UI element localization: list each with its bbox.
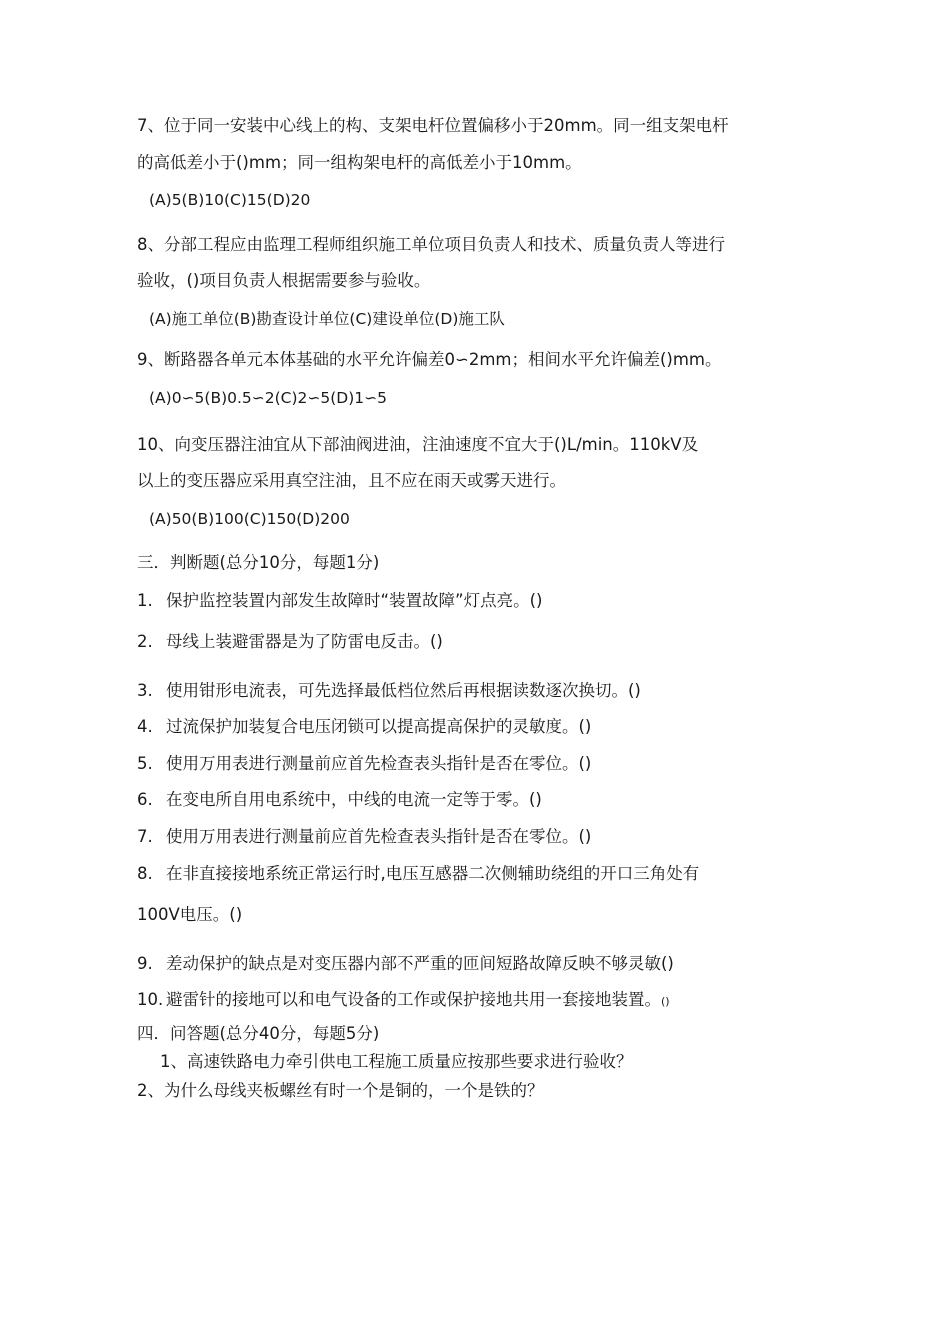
judgment-item-3 <box>137 679 641 703</box>
judgment-item-2 <box>137 630 443 654</box>
item-text: 避雷针的接地可以和电气设备的工作或保护接地共用一套接地装置。 <box>166 990 661 1009</box>
section-3-heading: 三．判断题(总分10分，每题1分) <box>137 553 380 572</box>
section-4-heading: 四．问答题(总分40分，每题5分) <box>137 1024 380 1043</box>
item-number: 8. <box>137 864 153 883</box>
item-text: 在变电所自用电系统中，中线的电流一定等于零。() <box>166 790 542 809</box>
item-number: 10. <box>137 990 164 1009</box>
item-number: 3. <box>137 681 153 700</box>
judgment-item-7 <box>137 825 591 849</box>
item-text: 保护监控装置内部发生故障时“装置故障”灯点亮。() <box>166 591 543 610</box>
question-9-line-1: 9、断路器各单元本体基础的水平允许偏差0∽2mm；相间水平允许偏差()mm。 <box>137 350 722 369</box>
item-number: 4. <box>137 717 153 736</box>
qa-item-1: 1、高速铁路电力牵引供电工程施工质量应按那些要求进行验收？ <box>160 1052 633 1071</box>
item-number: 1. <box>137 591 153 610</box>
question-8-options: (A)施工单位(B)勘查设计单位(C)建设单位(D)施工队 <box>149 310 505 328</box>
question-8-line-2: 验收，()项目负责人根据需要参与验收。 <box>137 271 431 290</box>
judgment-item-4 <box>137 715 591 739</box>
item-number: 7. <box>137 827 153 846</box>
judgment-item-5 <box>137 752 591 776</box>
judgment-item-8 <box>137 862 699 886</box>
item-answer-paren: () <box>661 995 670 1008</box>
item-number: 6. <box>137 790 153 809</box>
item-text: 母线上装避雷器是为了防雷电反击。() <box>166 632 443 651</box>
item-text: 在非直接接地系统正常运行时,电压互感器二次侧辅助绕组的开口三角处有 <box>166 864 700 883</box>
question-10-line-2: 以上的变压器应采用真空注油，且不应在雨天或雾天进行。 <box>137 471 566 490</box>
question-10-line-1: 10、向变压器注油宜从下部油阀进油，注油速度不宜大于()L/min。110kV及 <box>137 435 699 454</box>
judgment-item-10 <box>137 988 670 1014</box>
item-text: 差动保护的缺点是对变压器内部不严重的匝间短路故障反映不够灵敏() <box>166 954 674 973</box>
judgment-item-8-continued <box>137 903 242 927</box>
item-text: 使用万用表进行测量前应首先检查表头指针是否在零位。() <box>166 827 592 846</box>
question-7-line-2: 的高低差小于()mm；同一组构架电杆的高低差小于10mm。 <box>137 153 582 172</box>
judgment-item-9 <box>137 952 674 976</box>
judgment-item-1 <box>137 589 542 613</box>
item-text: 过流保护加装复合电压闭锁可以提高提高保护的灵敏度。() <box>166 717 592 736</box>
question-7-options: (A)5(B)10(C)15(D)20 <box>149 191 311 209</box>
question-8-line-1: 8、分部工程应由监理工程师组织施工单位项目负责人和技术、质量负责人等进行 <box>137 235 725 254</box>
qa-item-2: 2、为什么母线夹板螺丝有时一个是铜的，一个是铁的？ <box>137 1081 544 1100</box>
question-9-options: (A)0∽5(B)0.5∽2(C)2∽5(D)1∽5 <box>149 389 388 407</box>
item-text: 100V电压。() <box>137 905 243 924</box>
item-number: 5. <box>137 754 153 773</box>
question-7-line-1: 7、位于同一安装中心线上的构、支架电杆位置偏移小于20mm。同一组支架电杆 <box>137 116 729 135</box>
question-10-options: (A)50(B)100(C)150(D)200 <box>149 510 350 528</box>
item-text: 使用钳形电流表，可先选择最低档位然后再根据读数逐次换切。() <box>166 681 641 700</box>
item-text: 使用万用表进行测量前应首先检查表头指针是否在零位。() <box>166 754 592 773</box>
judgment-item-6 <box>137 788 542 812</box>
item-number: 9. <box>137 954 153 973</box>
item-number: 2. <box>137 632 153 651</box>
